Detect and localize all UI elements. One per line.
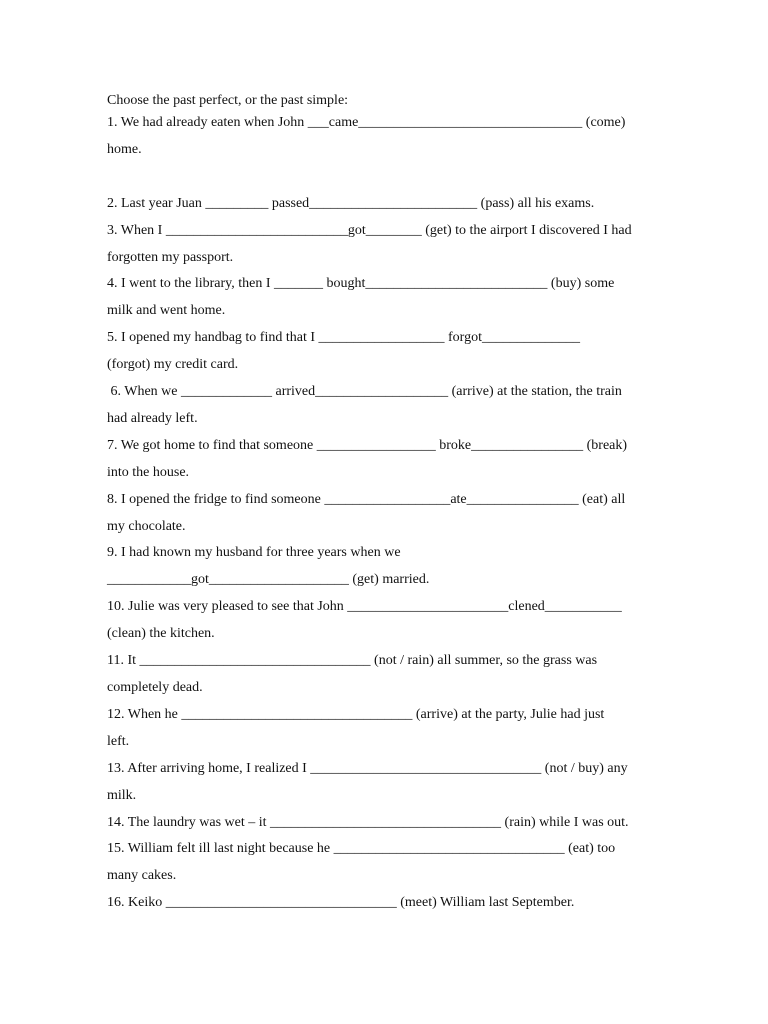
exercise-line: left.	[107, 733, 130, 749]
exercise-line: completely dead.	[107, 680, 203, 696]
exercise-13	[107, 756, 667, 810]
blank-spacer	[107, 164, 667, 191]
exercise-line: 16. Keiko _________________________________ (meet) William last September.	[107, 895, 575, 911]
exercise-line: 2. Last year Juan _________ passed________________________ (pass) all his exams.	[107, 195, 595, 211]
exercise-line: 9. I had known my husband for three years when we	[107, 545, 401, 561]
exercise-line: many cakes.	[107, 868, 177, 884]
exercise-12	[107, 702, 667, 756]
exercise-line: 12. When he _________________________________ (arrive) at the party, Julie had just	[107, 706, 605, 722]
exercise-11	[107, 648, 667, 702]
exercise-line: 14. The laundry was wet – it _________________________________ (rain) while I was out.	[107, 814, 629, 830]
exercise-line: into the house.	[107, 464, 190, 480]
exercise-7	[107, 433, 667, 487]
exercise-3	[107, 218, 667, 272]
exercise-line: milk and went home.	[107, 303, 226, 319]
exercise-line: ____________got____________________ (get) married.	[107, 572, 430, 588]
exercise-line: 15. William felt ill last night because he _________________________________ (eat) too	[107, 841, 616, 857]
instruction-heading: Choose the past perfect, or the past simple:	[107, 93, 349, 108]
exercise-line: 5. I opened my handbag to find that I __________________ forgot______________	[107, 330, 580, 346]
exercise-6	[107, 379, 667, 433]
exercise-line: 8. I opened the fridge to find someone __________________ate________________ (eat) all	[107, 491, 626, 507]
exercise-line: forgotten my passport.	[107, 249, 234, 265]
exercise-line: my chocolate.	[107, 518, 186, 534]
exercise-10	[107, 594, 667, 648]
exercise-15	[107, 836, 667, 890]
exercise-9	[107, 540, 667, 594]
exercise-line: 11. It _________________________________ (not / rain) all summer, so the grass was	[107, 653, 598, 669]
exercise-4	[107, 271, 667, 325]
exercise-line: 4. I went to the library, then I _______ bought__________________________ (buy) some	[107, 276, 615, 292]
exercise-line: 3. When I __________________________got________ (get) to the airport I discovered I had	[107, 222, 632, 238]
exercise-2	[107, 191, 667, 218]
exercise-8	[107, 487, 667, 541]
exercise-line: 7. We got home to find that someone _________________ broke________________ (break)	[107, 437, 628, 453]
exercise-5	[107, 325, 667, 379]
exercise-16	[107, 890, 667, 917]
exercise-1	[107, 110, 667, 164]
exercise-line: milk.	[107, 787, 137, 803]
exercise-line: home.	[107, 141, 142, 157]
exercise-14	[107, 810, 667, 837]
exercise-line: had already left.	[107, 410, 198, 426]
exercise-line: 13. After arriving home, I realized I _________________________________ (not / buy) any	[107, 760, 628, 776]
exercise-line: 10. Julie was very pleased to see that John _______________________clened___________	[107, 599, 622, 615]
exercise-line: (forgot) my credit card.	[107, 357, 239, 373]
worksheet	[107, 92, 667, 917]
exercise-line: 1. We had already eaten when John ___came________________________________ (come)	[107, 115, 626, 130]
exercise-line: (clean) the kitchen.	[107, 626, 215, 642]
exercise-line: 6. When we _____________ arrived___________________ (arrive) at the station, the train	[107, 384, 622, 400]
